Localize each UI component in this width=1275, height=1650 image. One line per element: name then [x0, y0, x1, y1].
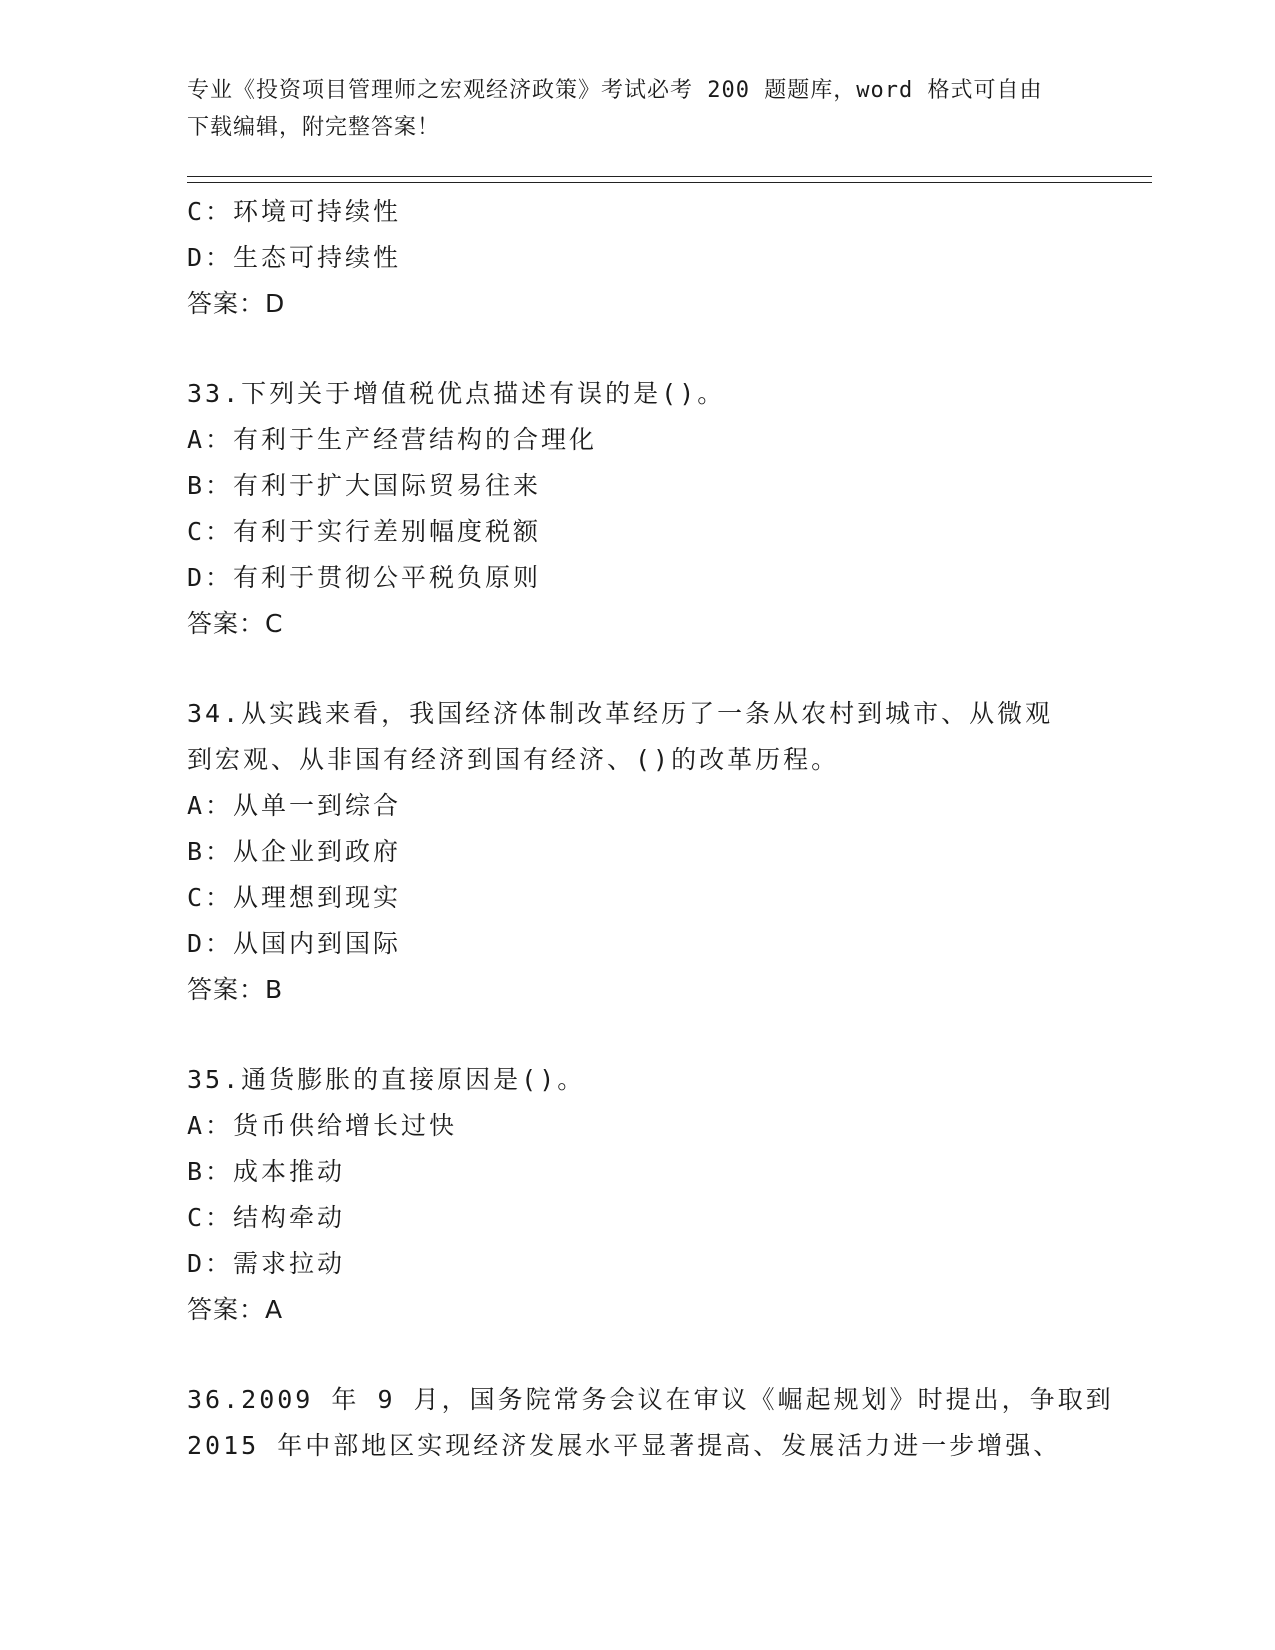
option-d: D：需求拉动 — [187, 1249, 346, 1278]
question-stem-line2: 到宏观、从非国有经济到国有经济、()的改革历程。 — [187, 745, 840, 774]
question-36 — [187, 1377, 1114, 1469]
option-d: D：生态可持续性 — [187, 243, 402, 272]
question-32-continued — [187, 189, 1087, 327]
header-title-line2: 下载编辑，附完整答案！ — [187, 115, 441, 140]
option-a: A：货币供给增长过快 — [187, 1111, 458, 1140]
option-b: B：从企业到政府 — [187, 837, 402, 866]
option-b: B：有利于扩大国际贸易往来 — [187, 471, 542, 500]
option-a: A：从单一到综合 — [187, 791, 402, 820]
option-a: A：有利于生产经营结构的合理化 — [187, 425, 598, 454]
question-35 — [187, 1057, 1087, 1333]
header-title-line1: 专业《投资项目管理师之宏观经济政策》考试必考 200 题题库，word 格式可自由 — [187, 78, 1043, 103]
question-stem: 33.下列关于增值税优点描述有误的是()。 — [187, 379, 726, 408]
answer: 答案：A — [187, 1295, 284, 1324]
option-c: C：结构牵动 — [187, 1203, 346, 1232]
question-stem-line2: 2015 年中部地区实现经济发展水平显著提高、发展活力进一步增强、 — [187, 1431, 1062, 1460]
answer: 答案：B — [187, 975, 284, 1004]
question-stem-line1: 34.从实践来看，我国经济体制改革经历了一条从农村到城市、从微观 — [187, 699, 1054, 728]
document-header — [187, 72, 1067, 146]
option-d: D：有利于贯彻公平税负原则 — [187, 563, 542, 592]
option-b: B：成本推动 — [187, 1157, 346, 1186]
answer: 答案：C — [187, 609, 284, 638]
header-divider-top — [187, 176, 1152, 177]
header-divider-bottom — [187, 182, 1152, 183]
question-34 — [187, 691, 1087, 1013]
option-d: D：从国内到国际 — [187, 929, 402, 958]
document-body — [187, 189, 1114, 1469]
question-33 — [187, 371, 1087, 647]
option-c: C：从理想到现实 — [187, 883, 402, 912]
option-c: C：环境可持续性 — [187, 197, 402, 226]
answer: 答案：D — [187, 289, 286, 318]
option-c: C：有利于实行差别幅度税额 — [187, 517, 542, 546]
question-stem: 35.通货膨胀的直接原因是()。 — [187, 1065, 586, 1094]
question-stem-line1: 36.2009 年 9 月，国务院常务会议在审议《崛起规划》时提出，争取到 — [187, 1385, 1114, 1414]
